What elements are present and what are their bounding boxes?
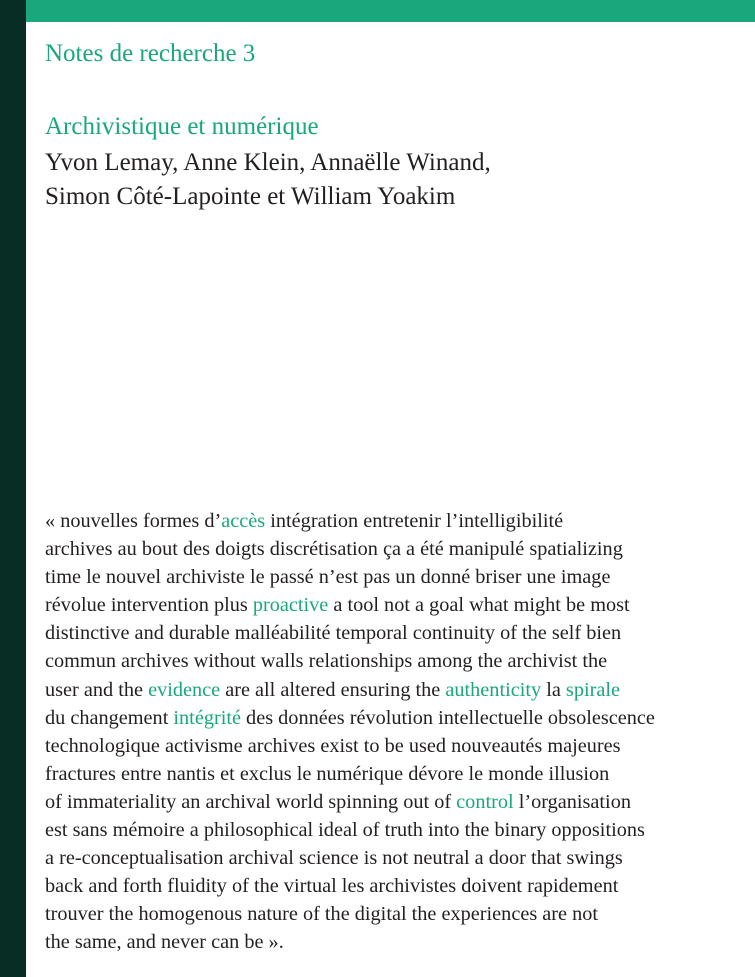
quote-text: la: [541, 678, 566, 701]
quote-line: commun archives without walls relationships among the archivist the: [45, 650, 608, 673]
quote-line: back and forth fluidity of the virtual les archivistes doivent rapidement: [45, 875, 619, 898]
highlight-word: intégrité: [173, 706, 241, 729]
quote-text: a tool not a goal what might be most: [328, 594, 630, 617]
quote-line: archives au bout des doigts discrétisation ça a été manipulé spatializing: [45, 538, 623, 561]
quote-line: the same, and never can be ».: [45, 931, 284, 954]
top-accent-bar: [26, 0, 755, 22]
quote-line: a re-conceptualisation archival science is not neutral a door that swings: [45, 847, 623, 870]
quote-line: est sans mémoire a philosophical ideal of truth into the binary oppositions: [45, 819, 645, 842]
quote-line: [45, 704, 745, 732]
quote-line: [45, 676, 745, 704]
quote-text: intégration entretenir l’intelligibilité: [265, 510, 564, 532]
quote-line: [45, 788, 745, 816]
highlight-word: authenticity: [445, 678, 542, 701]
quote-text: révolue intervention plus: [45, 594, 253, 617]
cover-quote: [45, 507, 745, 957]
quote-text: des données révolution intellectuelle obsolescence: [240, 706, 655, 729]
authors: [45, 146, 735, 214]
highlight-word: control: [456, 790, 514, 813]
quote-text: are all altered ensuring the: [220, 678, 446, 701]
highlight-word: proactive: [252, 594, 329, 617]
highlight-word: accès: [221, 510, 266, 532]
quote-line: [45, 591, 745, 619]
quote-line: time le nouvel archiviste le passé n’est pas un donné briser une image: [45, 566, 611, 589]
quote-line: [45, 507, 745, 535]
authors-line-2: Simon Côté-Lapointe et William Yoakim: [45, 183, 456, 210]
quote-text: « nouvelles formes d’: [45, 510, 222, 532]
book-subtitle: Archivistique et numérique: [45, 113, 319, 140]
authors-line-1: Yvon Lemay, Anne Klein, Annaëlle Winand,: [45, 149, 491, 176]
quote-line: trouver the homogenous nature of the digital the experiences are not: [45, 903, 599, 926]
quote-line: technologique activisme archives exist to be used nouveautés majeures: [45, 734, 621, 757]
series-title: Notes de recherche 3: [45, 40, 256, 67]
highlight-word: spirale: [565, 678, 620, 701]
quote-text: du changement: [45, 706, 174, 729]
quote-text: user and the: [45, 678, 149, 701]
highlight-word: evidence: [148, 678, 221, 701]
quote-text: of immateriality an archival world spinning out of: [45, 790, 457, 813]
quote-line: distinctive and durable malléabilité temporal continuity of the self bien: [45, 622, 622, 645]
quote-text: l’organisation: [513, 790, 631, 813]
quote-line: fractures entre nantis et exclus le numérique dévore le monde illusion: [45, 762, 610, 785]
spine-band: [0, 0, 26, 977]
